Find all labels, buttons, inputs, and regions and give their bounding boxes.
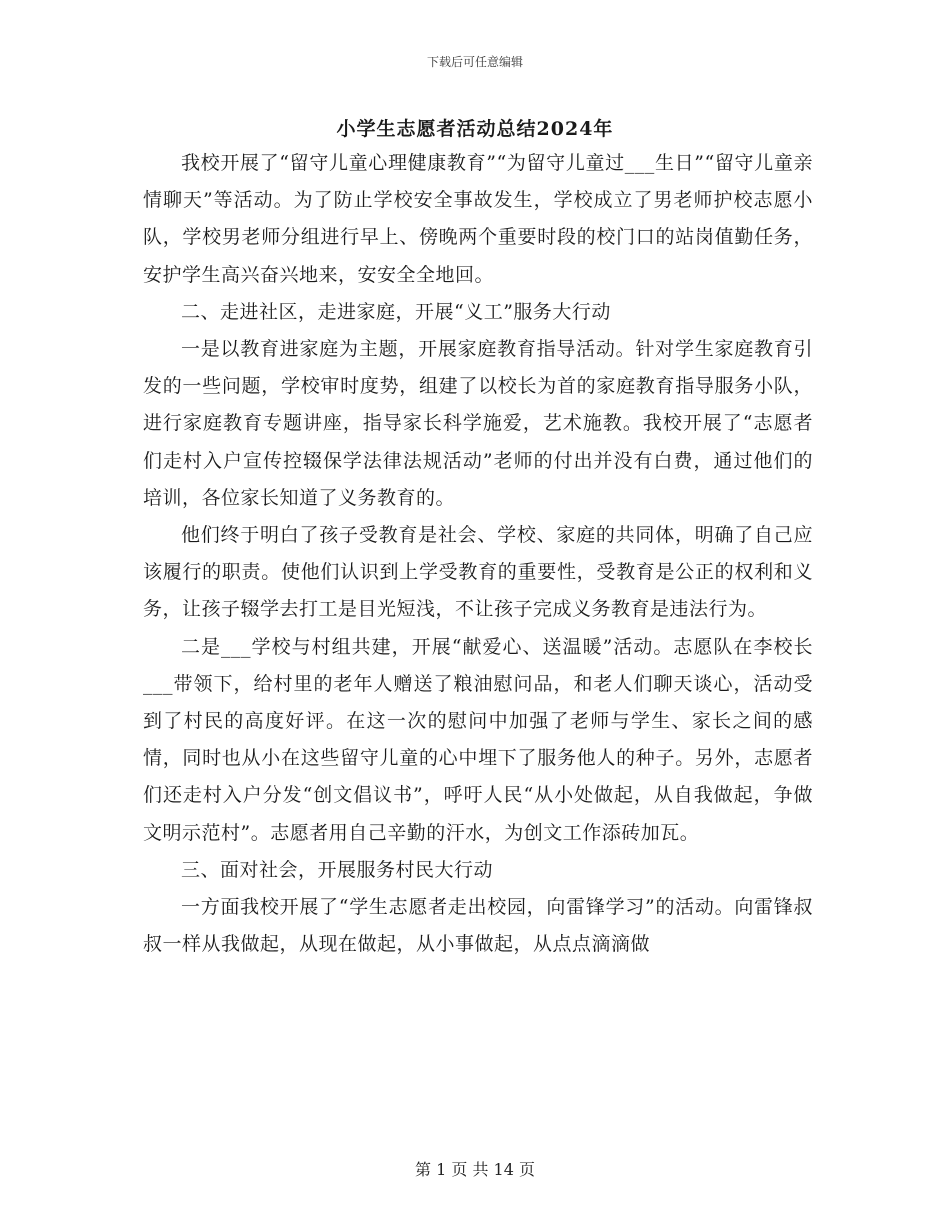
- section-heading: 二、走进社区，走进家庭，开展“义工”服务大行动: [181, 300, 611, 323]
- page-header-note: 下载后可任意编辑: [426, 55, 523, 69]
- paragraph: 我校开展了“留守儿童心理健康教育”“为留守儿童过___生日”“留守儿童亲情聊天”等活动。为了防止学校安全事故发生，学校成立了男老师护校志愿小队，学校男老师分组进行早上、傍晚两个重要时段的校门口的站岗值勤任务，安护学生高兴奋兴地来，安安全全地回。: [143, 152, 813, 286]
- paragraph: 二是___学校与村组共建，开展“献爱心、送温暖”活动。志愿队在李校长___带领下，给村里的老年人赠送了粮油慰问品，和老人们聊天谈心，活动受到了村民的高度好评。在这一次的慰问中加强了老师与学生、家长之间的感情，同时也从小在这些留守儿童的心中埋下了服务他人的种子。另外，志愿者们还走村入户分发“创文倡议书”，呼吁人民“从小处做起，从自我做起，争做文明示范村”。志愿者用自己辛勤的汗水，为创文工作添砖加瓦。: [143, 635, 813, 844]
- section-heading: 三、面对社会，开展服务村民大行动: [181, 858, 494, 881]
- paragraph: 他们终于明白了孩子受教育是社会、学校、家庭的共同体，明确了自己应该履行的职责。使他们认识到上学受教育的重要性，受教育是公正的权利和义务，让孩子辍学去打工是目光短浅，不让孩子完成义务教育是违法行为。: [143, 524, 813, 621]
- page-number: 第 1 页 共 14 页: [415, 1160, 535, 1179]
- paragraph: 一是以教育进家庭为主题，开展家庭教育指导活动。针对学生家庭教育引发的一些问题，学校审时度势，组建了以校长为首的家庭教育指导服务小队，进行家庭教育专题讲座，指导家长科学施爱，艺术施教。我校开展了“志愿者们走村入户宣传控辍保学法律法规活动”老师的付出并没有白费，通过他们的培训，各位家长知道了义务教育的。: [143, 338, 813, 509]
- paragraph: 一方面我校开展了“学生志愿者走出校园，向雷锋学习”的活动。向雷锋叔叔一样从我做起，从现在做起，从小事做起，从点点滴滴做: [143, 896, 813, 956]
- document-title: 小学生志愿者活动总结2024年: [336, 118, 614, 140]
- document-body: [143, 145, 813, 963]
